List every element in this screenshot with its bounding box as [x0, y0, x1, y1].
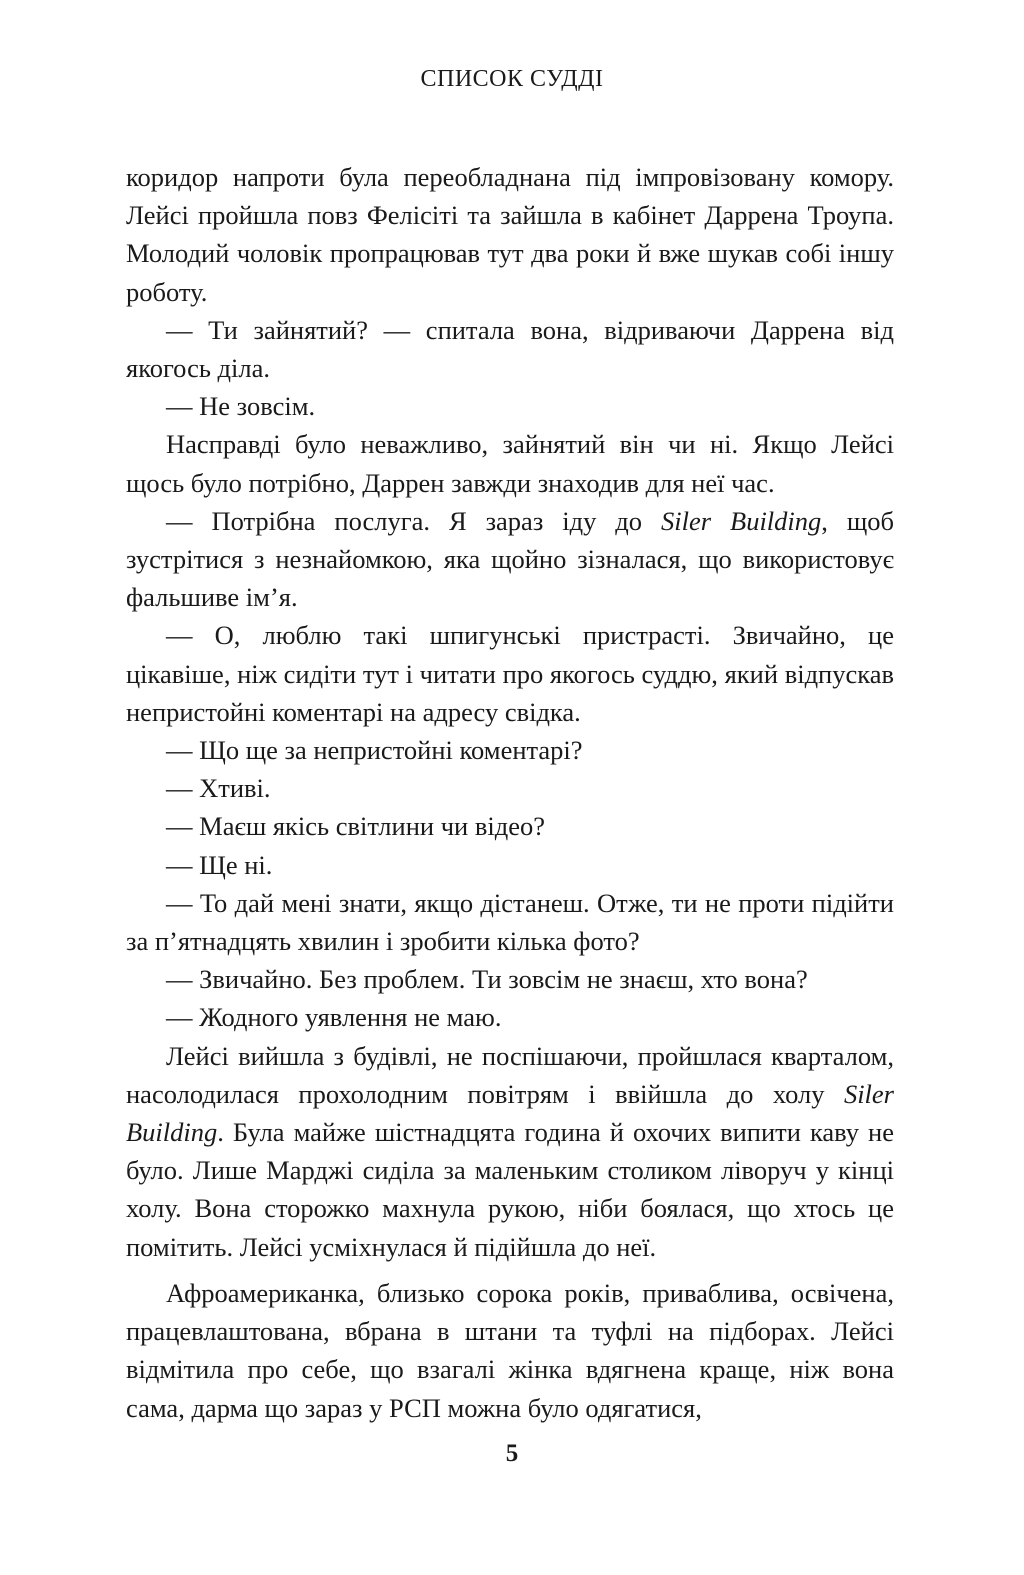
paragraph-text: коридор напроти була переобладнана під імпровізовану комору. Лейсі пройшла повз Фелісіті та зайшла в кабінет Даррена Троупа. Молодий чоловік пропрацював тут два роки й вже шукав собі іншу роботу.	[126, 162, 894, 307]
page-number: 5	[505, 1440, 519, 1467]
paragraph-4	[126, 502, 894, 617]
paragraph-12	[126, 998, 894, 1036]
paragraph-text: — Маєш якісь світлини чи відео?	[166, 811, 545, 842]
paragraph-7	[126, 769, 894, 807]
paragraph-text: . Була майже шістнадцята година й охочих випити каву не було. Лише Марджі сиділа за маленьким столиком ліворуч у кінці холу. Вона сторожко махнула рукою, ніби боялася, що хтось це помітить. Лейсі усміхнулася й підійшла до неї.	[126, 1117, 894, 1262]
paragraph-5	[126, 616, 894, 731]
paragraph-text: — Хтиві.	[166, 773, 271, 804]
paragraph-2	[126, 387, 894, 425]
paragraph-text: — Жодного уявлення не маю.	[166, 1002, 502, 1033]
paragraph-text: — Звичайно. Без проблем. Ти зовсім не знаєш, хто вона?	[166, 964, 808, 995]
paragraph-text: , щоб зустрітися з незнайомкою, яка щойно зізналася, що використовує фальшиве ім’я.	[126, 505, 895, 613]
paragraph-text: — Потрібна послуга. Я зараз іду до	[166, 505, 661, 536]
italic-building-name: Siler Building	[126, 1078, 894, 1148]
paragraph-text: — Ще ні.	[166, 849, 273, 880]
italic-building-name: Siler Building	[661, 505, 822, 536]
paragraph-13	[126, 1037, 894, 1266]
paragraph-text: — Ти зайнятий? — спитала вона, відриваючи Даррена від якогось діла.	[126, 314, 894, 384]
paragraph-11	[126, 960, 894, 998]
running-head: СПИСОК СУДДІ	[420, 66, 604, 92]
paragraph-text: — О, люблю такі шпигунські пристрасті. Звичайно, це цікавіше, ніж сидіти тут і читати про якогось суддю, який відпускав непристойні коментарі на адресу свідка.	[126, 620, 894, 727]
paragraph-text: — Що ще за непристойні коментарі?	[166, 735, 583, 766]
paragraph-text: Лейсі вийшла з будівлі, не поспішаючи, пройшлася кварталом, насолодилася прохолодним повітрям і ввійшла до холу	[126, 1040, 894, 1109]
paragraph-3	[126, 425, 894, 501]
paragraph-1	[126, 311, 894, 387]
paragraph-text: — Не зовсім.	[166, 391, 316, 422]
paragraph-0	[126, 158, 894, 311]
paragraph-8	[126, 807, 894, 845]
paragraph-10	[126, 884, 894, 960]
body-text	[126, 158, 894, 1427]
paragraph-6	[126, 731, 894, 769]
paragraph-text: Афроамериканка, близько сорока років, приваблива, освічена, працевлаштована, вбрана в штани та туфлі на підборах. Лейсі відмітила про себе, що взагалі жінка вдягнена краще, ніж вона сама, дарма що зараз у РСП можна було одягатися,	[126, 1277, 894, 1423]
paragraph-text: — То дай мені знати, якщо дістанеш. Отже, ти не проти підійти за п’ятнадцять хвилин і зробити кілька фото?	[126, 887, 894, 957]
paragraph-text: Насправді було неважливо, зайнятий він чи ні. Якщо Лейсі щось було потрібно, Даррен завжди знаходив для неї час.	[126, 429, 894, 498]
paragraph-14	[126, 1274, 894, 1427]
paragraph-9	[126, 846, 894, 884]
